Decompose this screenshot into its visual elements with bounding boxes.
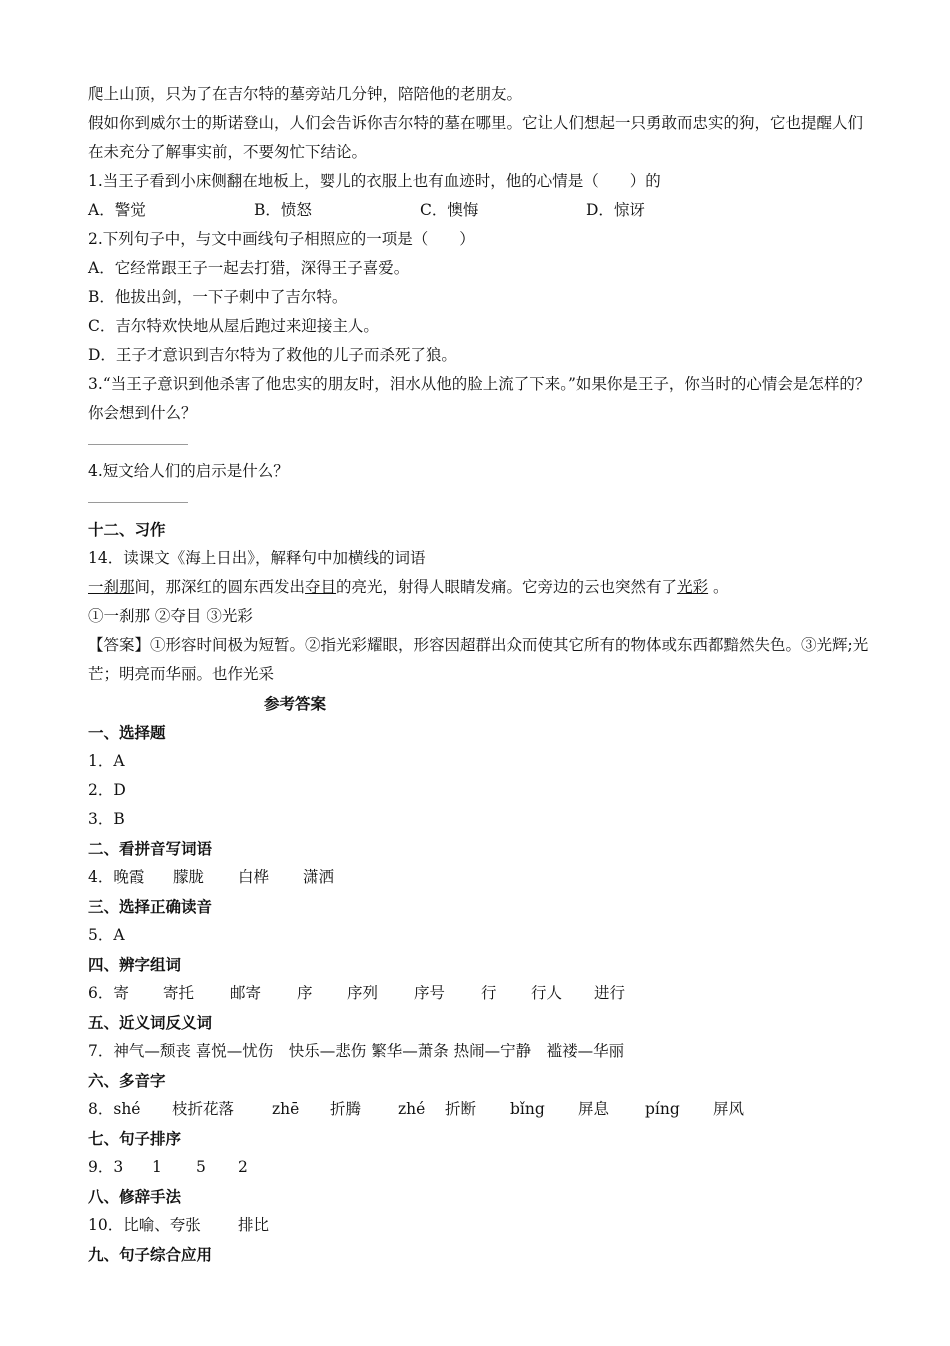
question-2-option-a: A．它经常跟王子一起去打猎，深得王子喜爱。 bbox=[88, 259, 410, 277]
section-heading-composition: 十二、习作 bbox=[88, 520, 166, 539]
answer-word: 屏风 bbox=[713, 1100, 745, 1118]
answer-word: 行人 bbox=[531, 984, 563, 1002]
answer-line: 7．神气—颓丧 喜悦—忧伤 快乐—悲伤 繁华—萧条 热闹—宁静 褴褛—华丽 bbox=[88, 1042, 625, 1060]
story-line: 爬上山顶，只为了在吉尔特的墓旁站几分钟，陪陪他的老朋友。 bbox=[88, 85, 523, 103]
section-heading: 五、近义词反义词 bbox=[88, 1013, 213, 1032]
reference-answers-title: 参考答案 bbox=[264, 694, 327, 713]
sentence-text: 间，那深红的圆东西发出 bbox=[134, 578, 306, 596]
question-14-answer bbox=[88, 631, 878, 689]
answer-word: 折断 bbox=[445, 1100, 477, 1118]
answer-word: 进行 bbox=[594, 984, 626, 1002]
answer-word: 排比 bbox=[238, 1216, 270, 1234]
answer-word: 1 bbox=[152, 1158, 162, 1176]
section-heading: 八、修辞手法 bbox=[88, 1187, 182, 1206]
answer-word: 6．寄 bbox=[88, 984, 129, 1002]
answer-word: bǐng bbox=[510, 1100, 545, 1118]
answer-word: 邮寄 bbox=[230, 984, 262, 1002]
answer-word: 2 bbox=[238, 1158, 248, 1176]
answer-word: 5 bbox=[196, 1158, 206, 1176]
answer-line bbox=[88, 1153, 878, 1182]
question-14-items: ①一刹那 ②夺目 ③光彩 bbox=[88, 607, 253, 625]
section-heading: 六、多音字 bbox=[88, 1071, 166, 1090]
story-paragraph: 假如你到威尔士的斯诺登山，人们会告诉你吉尔特的墓在哪里。它让人们想起一只勇敢而忠实的狗，它也提醒人们在未充分了解事实前，不要匆忙下结论。 bbox=[88, 114, 864, 161]
option-d: D．惊讶 bbox=[586, 201, 645, 219]
question-14-sentence bbox=[88, 573, 878, 602]
section-heading: 九、句子综合应用 bbox=[88, 1245, 213, 1264]
answer-word: 折腾 bbox=[330, 1100, 362, 1118]
answer-text: ①形容时间极为短暂。②指光彩耀眼，形容因超群出众而使其它所有的物体或东西都黯然失色。③光辉;光芒；明亮而华丽。也作光采 bbox=[88, 636, 869, 683]
question-1-options bbox=[88, 196, 878, 225]
sentence-text: 的亮光，射得人眼睛发痛。它旁边的云也突然有了 bbox=[336, 578, 678, 596]
answer-blank-line bbox=[88, 428, 878, 457]
answer-line bbox=[88, 1095, 878, 1124]
answer-word: 序号 bbox=[414, 984, 446, 1002]
answer-word: zhē bbox=[272, 1100, 300, 1118]
underlined-word: 光彩 bbox=[677, 578, 709, 596]
answer-label: 【答案】 bbox=[88, 636, 151, 654]
answer-word: 枝折花落 bbox=[172, 1100, 235, 1118]
section-heading: 三、选择正确读音 bbox=[88, 897, 213, 916]
section-heading: 四、辨字组词 bbox=[88, 955, 182, 974]
question-2-option-c: C．吉尔特欢快地从屋后跑过来迎接主人。 bbox=[88, 317, 379, 335]
answer-word: zhé bbox=[398, 1100, 426, 1118]
answer-word: 序列 bbox=[347, 984, 379, 1002]
answer-word: píng bbox=[645, 1100, 680, 1118]
answer-blank-line bbox=[88, 486, 878, 515]
underlined-word: 一刹那 bbox=[88, 578, 135, 596]
answer-word: 白桦 bbox=[238, 868, 270, 886]
section-heading: 七、句子排序 bbox=[88, 1129, 182, 1148]
answer-word: 屏息 bbox=[578, 1100, 610, 1118]
answer-word: 10．比喻、夸张 bbox=[88, 1216, 201, 1234]
answer-word: 序 bbox=[297, 984, 313, 1002]
answer-line: 1．A bbox=[88, 752, 125, 770]
document-page bbox=[88, 80, 878, 1269]
section-heading: 二、看拼音写词语 bbox=[88, 839, 213, 858]
answer-line: 2．D bbox=[88, 781, 126, 799]
question-2-option-b: B．他拔出剑，一下子刺中了吉尔特。 bbox=[88, 288, 348, 306]
underlined-word: 夺目 bbox=[305, 578, 337, 596]
sentence-text: 。 bbox=[708, 578, 729, 596]
section-heading: 一、选择题 bbox=[88, 723, 166, 742]
question-2-option-d: D．王子才意识到吉尔特为了救他的儿子而杀死了狼。 bbox=[88, 346, 457, 364]
answer-line bbox=[88, 863, 878, 892]
question-3-stem: 3.“当王子意识到他杀害了他忠实的朋友时，泪水从他的脸上流了下来。”如果你是王子，你当时的心情会是怎样的？你会想到什么？ bbox=[88, 375, 871, 422]
answer-word: 寄托 bbox=[163, 984, 195, 1002]
option-b: B．愤怒 bbox=[254, 201, 312, 219]
answer-line: 5．A bbox=[88, 926, 125, 944]
answer-word: 4．晚霞 bbox=[88, 868, 145, 886]
answer-word: 9．3 bbox=[88, 1158, 124, 1176]
answer-line bbox=[88, 1211, 878, 1240]
option-a: A．警觉 bbox=[88, 201, 146, 219]
question-4-stem: 4.短文给人们的启示是什么？ bbox=[88, 462, 289, 480]
answer-word: 行 bbox=[481, 984, 497, 1002]
answer-word: 朦胧 bbox=[173, 868, 205, 886]
answer-line bbox=[88, 979, 878, 1008]
answer-word: 潇洒 bbox=[303, 868, 335, 886]
question-14-stem: 14．读课文《海上日出》，解释句中加横线的词语 bbox=[88, 549, 426, 567]
answer-line: 3．B bbox=[88, 810, 125, 828]
question-2-stem: 2.下列句子中，与文中画线句子相照应的一项是（ ） bbox=[88, 230, 475, 248]
question-1-stem: 1.当王子看到小床侧翻在地板上，婴儿的衣服上也有血迹时，他的心情是（ ）的 bbox=[88, 172, 661, 190]
option-c: C．懊悔 bbox=[420, 201, 479, 219]
answer-word: 8．shé bbox=[88, 1100, 141, 1118]
